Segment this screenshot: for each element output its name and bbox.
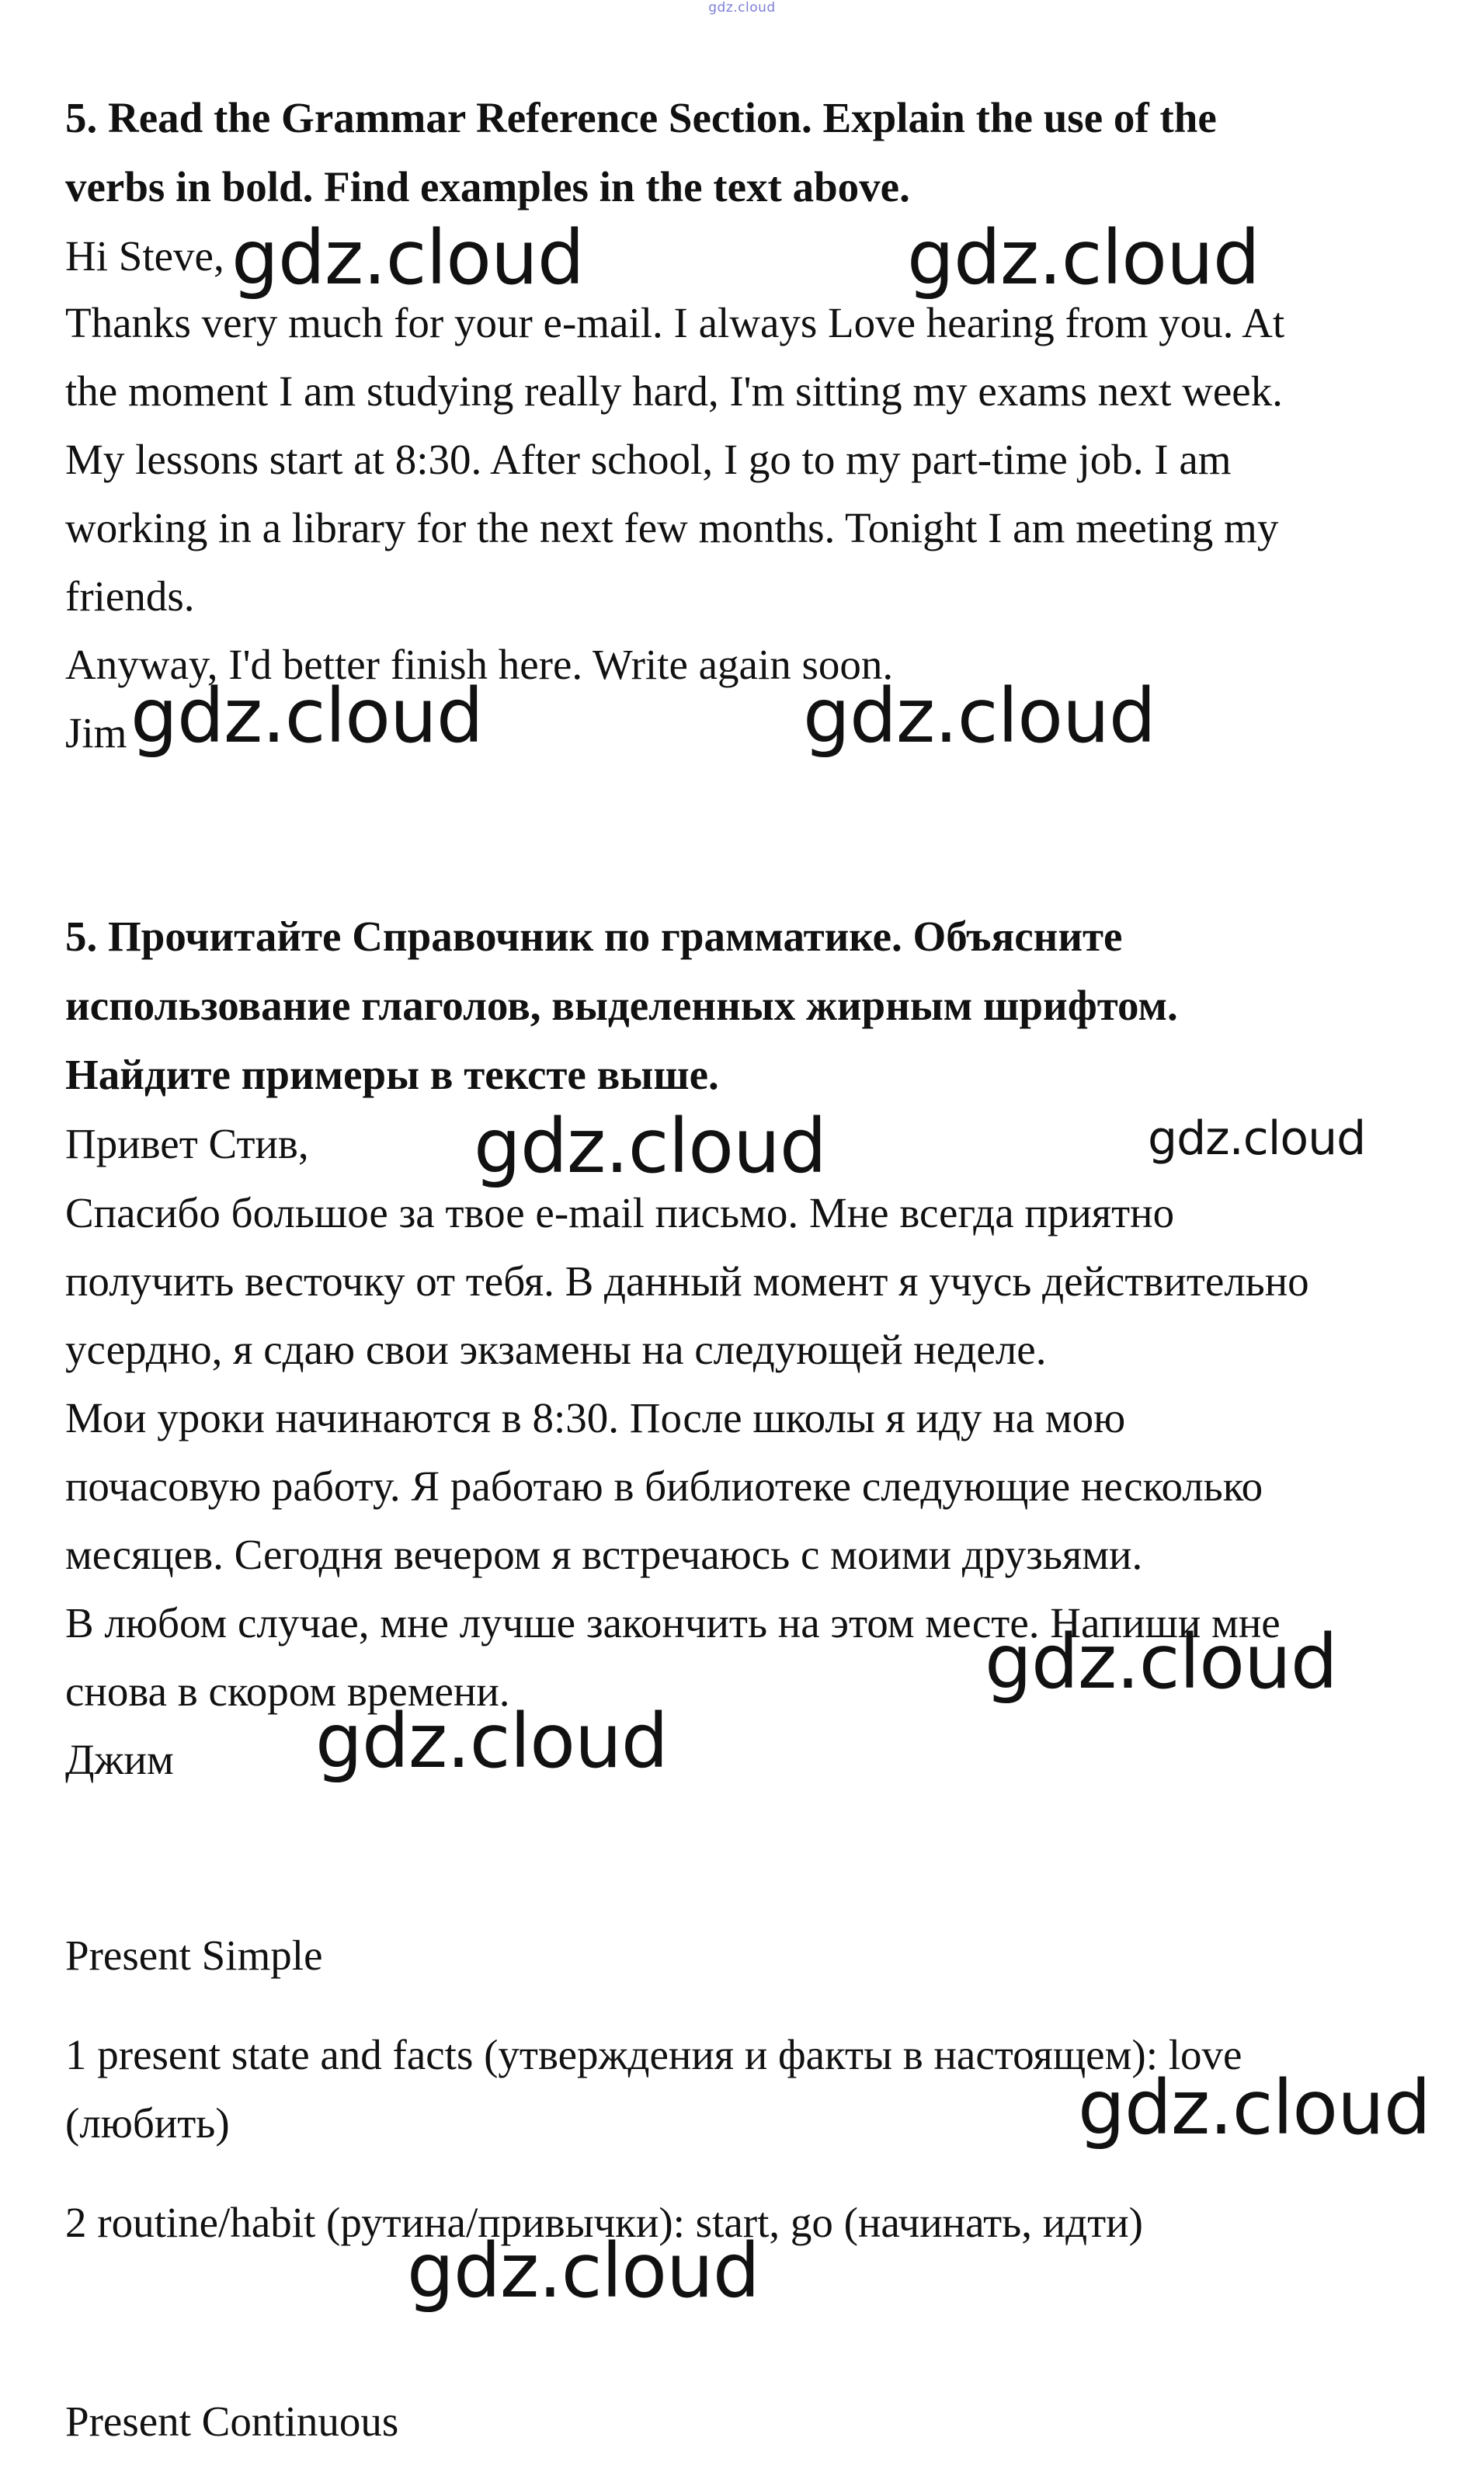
- watermark: gdz.cloud: [130, 673, 483, 760]
- watermark: gdz.cloud: [985, 1619, 1337, 1706]
- body-en-line-3: My lessons start at 8:30. After school, I go to my part-time job. I am: [65, 436, 1232, 483]
- body-ru-line-1: Спасибо большое за твое e-mail письмо. Мне всегда приятно: [65, 1189, 1175, 1236]
- top-watermark: gdz.cloud: [708, 0, 776, 16]
- grammar-item-1-line-1: 1 present state and facts (утверждения и факты в настоящем): love: [65, 2031, 1242, 2078]
- present-simple-heading: Present Simple: [65, 1932, 323, 1979]
- grammar-item-2: 2 routine/habit (рутина/привычки): start, go (начинать, идти): [65, 2199, 1143, 2246]
- body-en-line-2: the moment I am studying really hard, I'm sitting my exams next week.: [65, 367, 1283, 415]
- body-ru-line-4: Мои уроки начинаются в 8:30. После школы я иду на мою: [65, 1394, 1126, 1441]
- body-en-line-4: working in a library for the next few months. Tonight I am meeting my: [65, 504, 1279, 551]
- task-title-en-line-2: verbs in bold. Find examples in the text above.: [65, 163, 910, 210]
- signature-ru: Джим: [65, 1736, 174, 1783]
- task-title-ru-line-2: использование глаголов, выделенных жирным шрифтом.: [65, 982, 1178, 1029]
- task-title-en-line-1: 5. Read the Grammar Reference Section. Explain the use of the: [65, 94, 1217, 141]
- body-ru-line-5: почасовую работу. Я работаю в библиотеке следующие несколько: [65, 1462, 1263, 1510]
- body-en-line-1: Thanks very much for your e-mail. I always Love hearing from you. At: [65, 299, 1285, 346]
- watermark: gdz.cloud: [315, 1698, 668, 1785]
- greeting-en: Hi Steve,: [65, 232, 224, 280]
- present-continuous-heading: Present Continuous: [65, 2398, 399, 2445]
- task-title-ru-line-3: Найдите примеры в тексте выше.: [65, 1051, 719, 1098]
- body-en-line-5: friends.: [65, 572, 195, 620]
- watermark: gdz.cloud: [231, 214, 584, 301]
- body-ru-line-6: месяцев. Сегодня вечером я встречаюсь с моими друзьями.: [65, 1531, 1143, 1578]
- watermark: gdz.cloud: [907, 214, 1260, 301]
- task-title-ru-line-1: 5. Прочитайте Справочник по грамматике. Объясните: [65, 913, 1123, 960]
- greeting-ru: Привет Стив,: [65, 1120, 309, 1167]
- watermark: gdz.cloud: [474, 1103, 826, 1190]
- body-ru-line-8: снова в скором времени.: [65, 1667, 510, 1715]
- grammar-item-1-line-2: (любить): [65, 2099, 230, 2147]
- watermark: gdz.cloud: [407, 2227, 759, 2314]
- body-en-line-6: Anyway, I'd better finish here. Write again soon.: [65, 641, 894, 688]
- watermark: gdz.cloud: [1078, 2064, 1430, 2151]
- watermark: gdz.cloud: [803, 673, 1156, 760]
- signature-en: Jim: [65, 709, 127, 756]
- body-ru-line-3: усердно, я сдаю свои экзамены на следующей неделе.: [65, 1326, 1047, 1373]
- body-ru-line-2: получить весточку от тебя. В данный момент я учусь действительно: [65, 1257, 1309, 1305]
- watermark: gdz.cloud: [1148, 1111, 1366, 1166]
- body-ru-line-7: В любом случае, мне лучше закончить на этом месте. Напиши мне: [65, 1599, 1281, 1647]
